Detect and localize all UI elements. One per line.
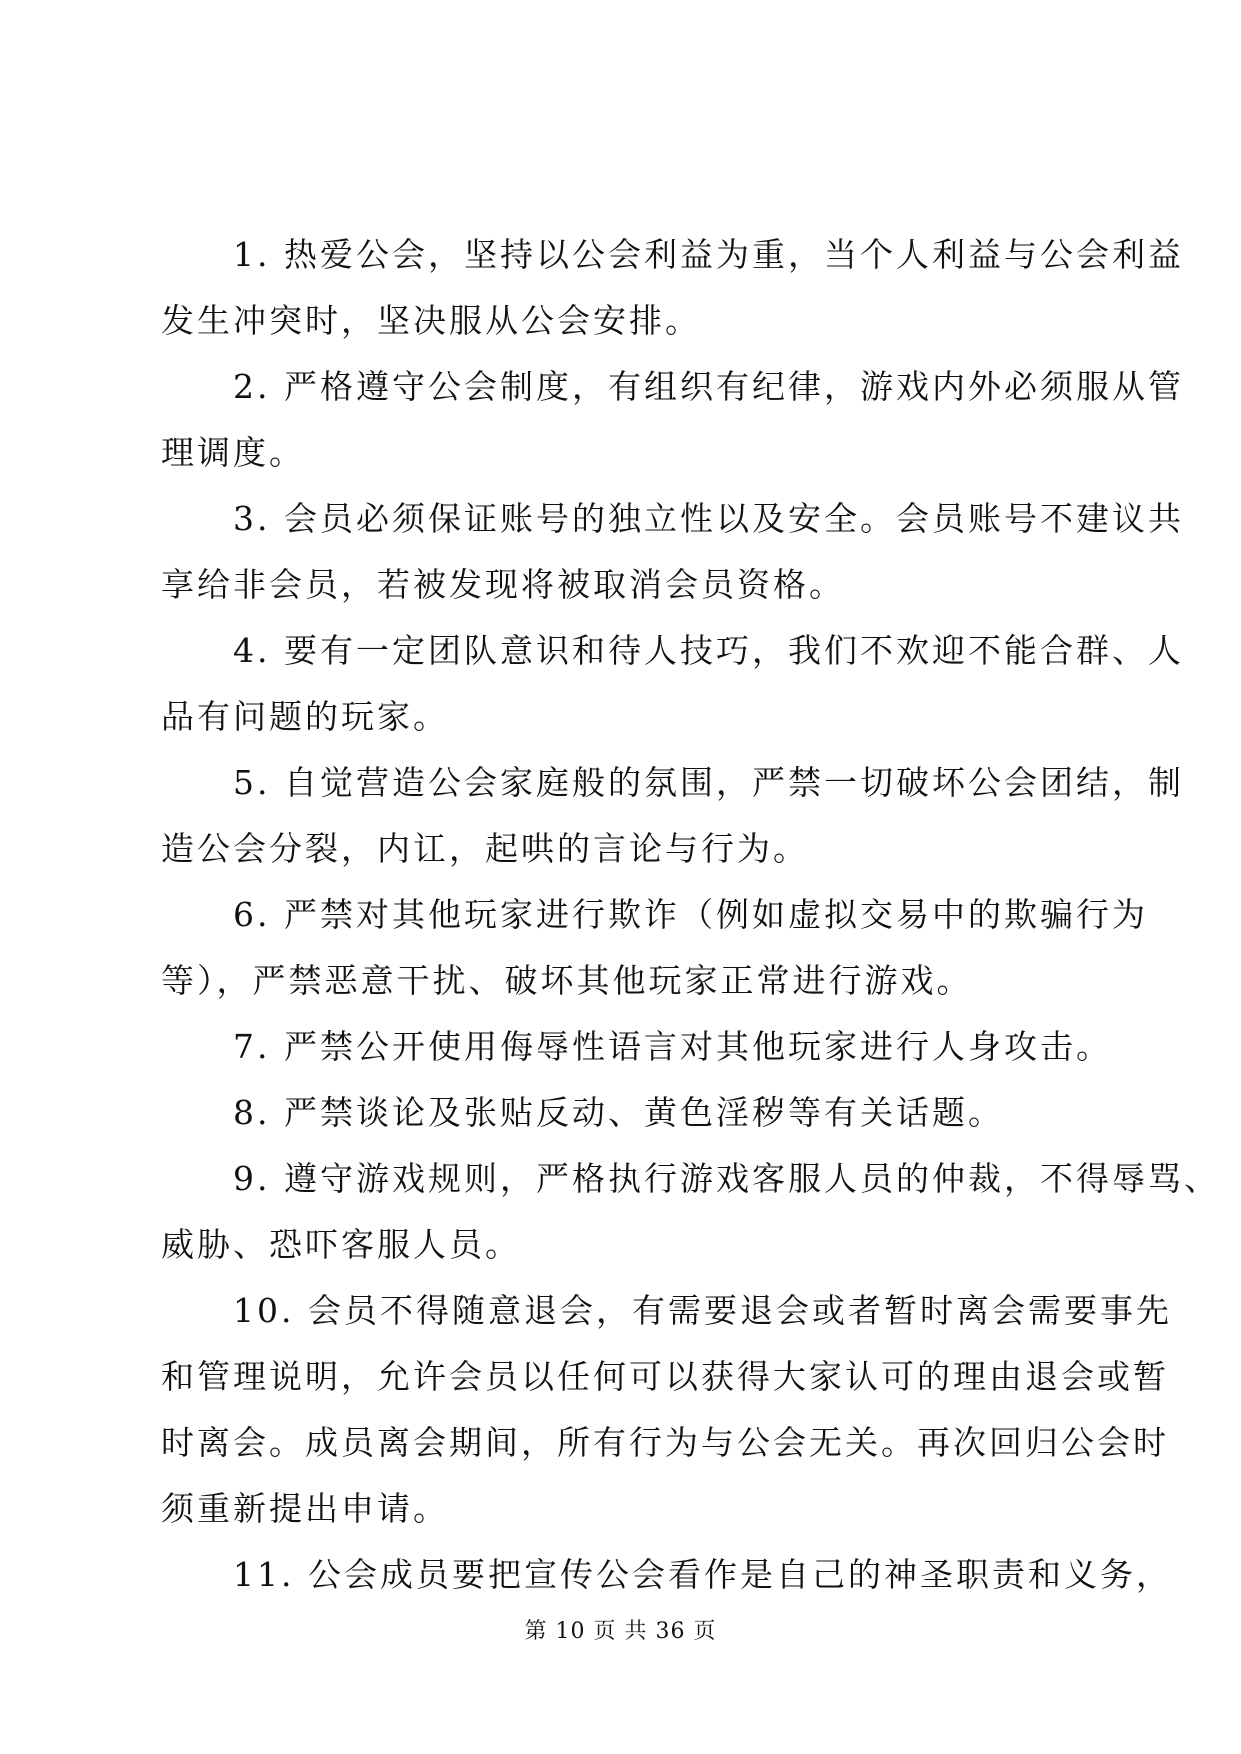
rule-3-line-2: 享给非会员，若被发现将被取消会员资格。: [161, 565, 845, 604]
document-body: [161, 222, 1220, 1608]
rule-10-line-2: 和管理说明，允许会员以任何可以获得大家认可的理由退会或暂: [161, 1357, 1169, 1396]
rule-10-line-1: 10. 会员不得随意退会，有需要退会或者暂时离会需要事先: [233, 1291, 1172, 1330]
rule-6-line-2: 等），严禁恶意干扰、破坏其他玩家正常进行游戏。: [161, 961, 973, 1000]
rule-3-line-1: 3. 会员必须保证账号的独立性以及安全。会员账号不建议共: [233, 499, 1184, 538]
rule-1-line-1: 1. 热爱公会，坚持以公会利益为重，当个人利益与公会利益: [233, 235, 1184, 274]
rule-4-line-1: 4. 要有一定团队意识和待人技巧，我们不欢迎不能合群、人: [233, 631, 1184, 670]
rule-5-line-2: 造公会分裂，内讧，起哄的言论与行为。: [161, 829, 809, 868]
page-number-footer: 第 10 页 共 36 页: [524, 1619, 717, 1644]
rule-9-line-2: 威胁、恐吓客服人员。: [161, 1225, 521, 1264]
rule-5-line-1: 5. 自觉营造公会家庭般的氛围，严禁一切破坏公会团结，制: [233, 763, 1184, 802]
rule-2-line-2: 理调度。: [161, 433, 305, 472]
rule-10-line-3: 时离会。成员离会期间，所有行为与公会无关。再次回归公会时: [161, 1423, 1169, 1462]
rule-11-line-1: 11. 公会成员要把宣传公会看作是自己的神圣职责和义务，: [233, 1555, 1172, 1594]
rule-10-line-4: 须重新提出申请。: [161, 1489, 449, 1528]
rule-1-line-2: 发生冲突时，坚决服从公会安排。: [161, 301, 701, 340]
rule-4-line-2: 品有问题的玩家。: [161, 697, 449, 736]
rule-9-line-1: 9. 遵守游戏规则，严格执行游戏客服人员的仲裁，不得辱骂、: [233, 1159, 1220, 1198]
rule-6-line-1: 6. 严禁对其他玩家进行欺诈（例如虚拟交易中的欺骗行为: [233, 895, 1148, 934]
rule-7-line-1: 7. 严禁公开使用侮辱性语言对其他玩家进行人身攻击。: [233, 1027, 1112, 1066]
rule-2-line-1: 2. 严格遵守公会制度，有组织有纪律，游戏内外必须服从管: [233, 367, 1184, 406]
rule-8-line-1: 8. 严禁谈论及张贴反动、黄色淫秽等有关话题。: [233, 1093, 1004, 1132]
